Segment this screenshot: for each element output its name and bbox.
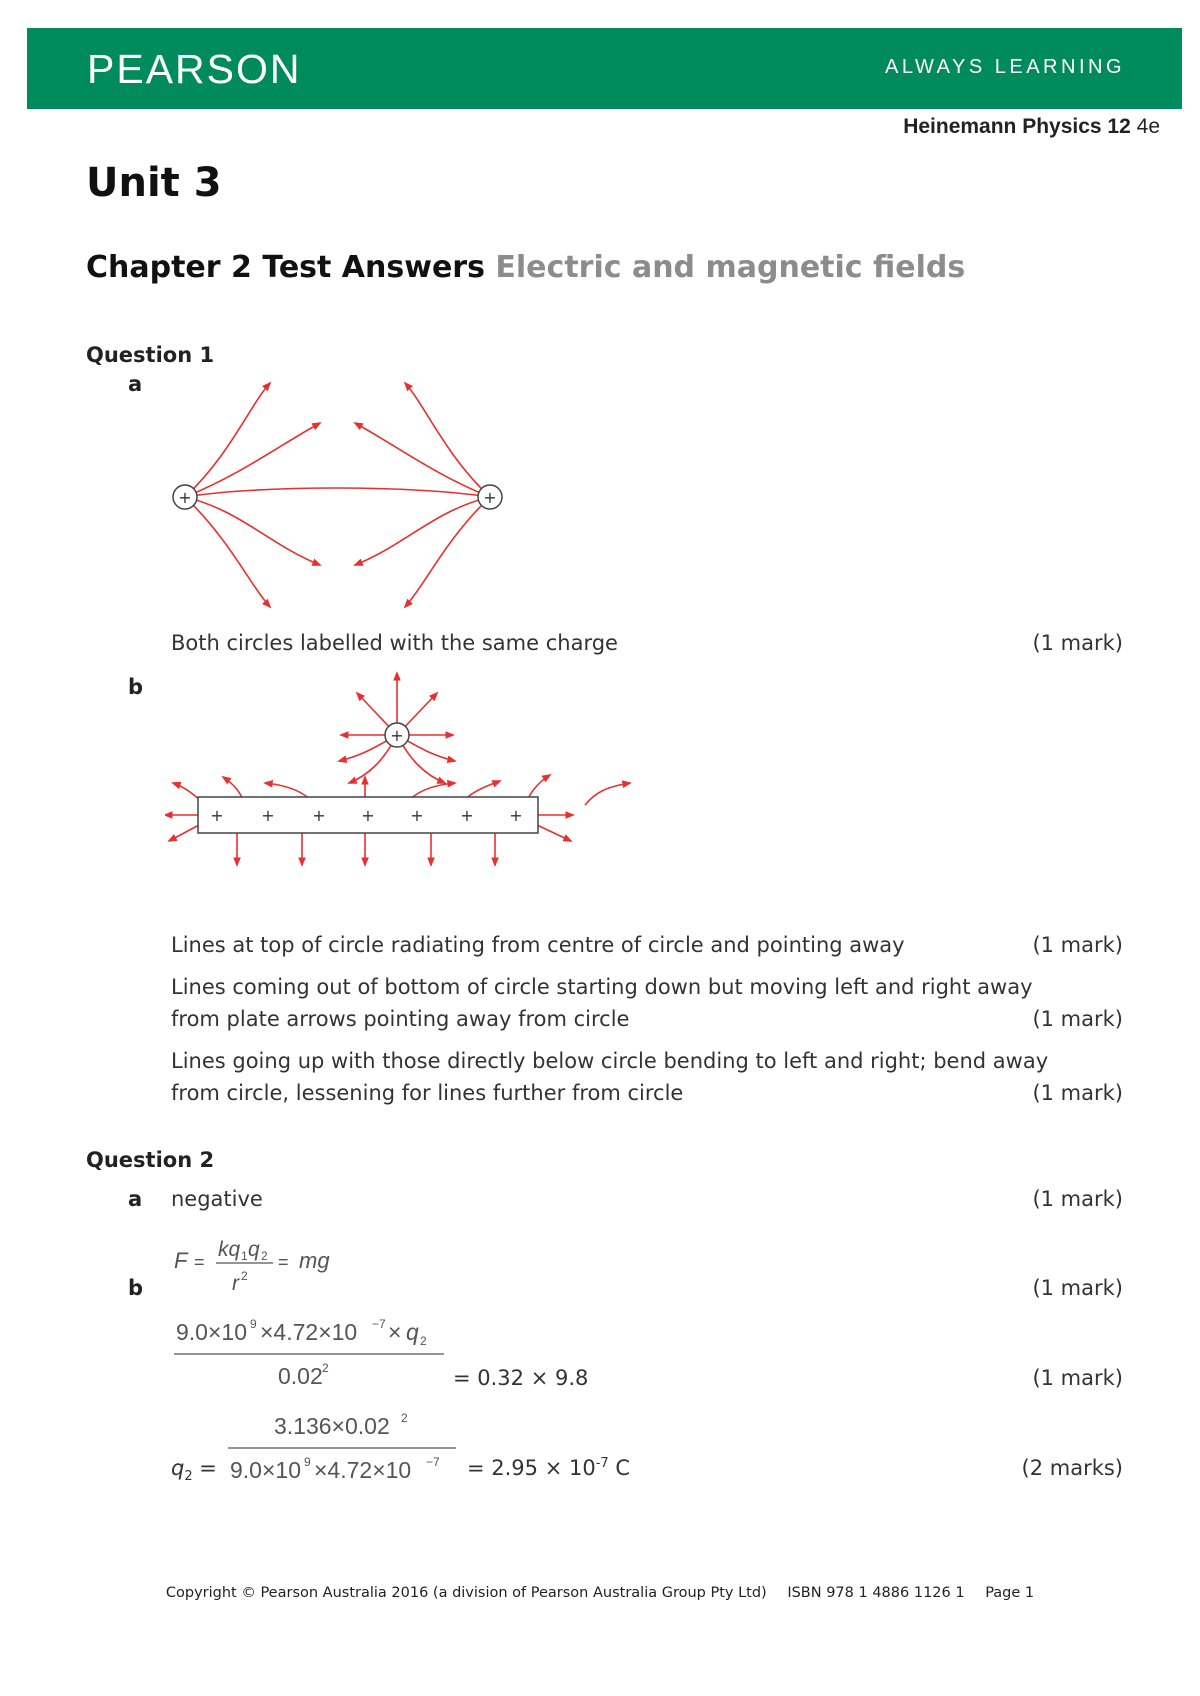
plate-charge: + [410, 806, 424, 825]
unit-title: Unit 3 [86, 160, 222, 206]
footer [0, 1585, 1200, 1601]
charge-sign-right: + [483, 488, 497, 507]
q2b-result-3-exponent: -7 [595, 1456, 609, 1471]
svg-text:q: q [248, 1238, 260, 1261]
chapter-subtitle: Electric and magnetic fields [495, 250, 966, 285]
field-line [355, 423, 490, 497]
svg-text:kq: kq [218, 1238, 241, 1261]
question-2-heading: Question 2 [86, 1148, 215, 1172]
q1b-marks-2: (1 mark) [1032, 1007, 1123, 1031]
svg-text:=: = [194, 1252, 205, 1272]
svg-text:×4.72×10: ×4.72×10 [260, 1319, 358, 1345]
q2-symbol-letter: q [171, 1456, 185, 1480]
footer-isbn: ISBN 978 1 4886 1126 1 [787, 1585, 965, 1601]
svg-text:F: F [174, 1248, 188, 1273]
footer-copyright: Copyright © Pearson Australia 2016 (a division of Pearson Australia Group Pty Ltd) [165, 1585, 767, 1601]
field-line [537, 825, 571, 841]
question-1b-letter: b [128, 675, 144, 699]
q2b-result-2: = 0.32 × 9.8 [453, 1366, 589, 1390]
svg-text:0.02: 0.02 [278, 1363, 323, 1389]
q1b-answer-2-line-2: from plate arrows pointing away from circle [171, 1007, 630, 1031]
svg-text:9.0×10: 9.0×10 [176, 1319, 247, 1345]
svg-text:3.136×0.02: 3.136×0.02 [274, 1413, 390, 1439]
q1b-answer-2-line-1: Lines coming out of bottom of circle starting down but moving left and right away [171, 975, 1033, 999]
field-line [185, 497, 320, 565]
svg-text:r: r [232, 1272, 239, 1295]
q2a-marks: (1 mark) [1032, 1187, 1123, 1211]
plate-charge: + [261, 806, 275, 825]
plate-charge: + [312, 806, 326, 825]
q1b-answer-3-line-2: from circle, lessening for lines further from circle [171, 1081, 684, 1105]
svg-text:1: 1 [241, 1249, 248, 1263]
svg-text:2: 2 [261, 1249, 268, 1263]
plate-charge: + [361, 806, 375, 825]
q1b-answer-3-line-1: Lines going up with those directly below circle bending to left and right; bend away [171, 1049, 1049, 1073]
substitution-equation [172, 1312, 452, 1392]
question-2b-letter: b [128, 1276, 144, 1300]
two-charges-field-diagram [160, 375, 520, 615]
svg-text:×: × [388, 1319, 402, 1345]
book-edition: 4e [1136, 115, 1160, 138]
q2a-answer: negative [171, 1187, 263, 1211]
plate-charge: + [509, 806, 523, 825]
svg-text:−7: −7 [372, 1317, 386, 1331]
field-line [355, 497, 490, 565]
pearson-logo: PEARSON [87, 46, 302, 92]
charge-and-plate-field-diagram [165, 665, 635, 905]
svg-text:2: 2 [401, 1411, 408, 1425]
charge-sign-left: + [178, 488, 192, 507]
field-line [185, 488, 490, 497]
book-title-text: Heinemann Physics 12 [903, 115, 1131, 138]
svg-text:×4.72×10: ×4.72×10 [314, 1457, 412, 1483]
q1b-marks-3: (1 mark) [1032, 1081, 1123, 1105]
svg-text:2: 2 [241, 1269, 248, 1283]
question-1a-letter: a [128, 372, 143, 396]
tagline: ALWAYS LEARNING [885, 56, 1125, 78]
q2-symbol-subscript: 2 [184, 1469, 193, 1485]
svg-text:9: 9 [250, 1317, 257, 1331]
field-line [185, 383, 270, 497]
q1a-answer: Both circles labelled with the same charge [171, 631, 618, 655]
svg-text:2: 2 [420, 1334, 427, 1348]
field-line [405, 383, 490, 497]
plate-charge: + [460, 806, 474, 825]
svg-text:2: 2 [322, 1361, 329, 1375]
svg-text:9: 9 [304, 1455, 311, 1469]
svg-text:mg: mg [299, 1248, 330, 1273]
chapter-heading [86, 250, 965, 285]
q1a-marks: (1 mark) [1032, 631, 1123, 655]
q2b-result-3-value: = 2.95 × 10 [467, 1456, 596, 1480]
field-line [585, 783, 630, 805]
svg-text:=: = [278, 1252, 289, 1272]
svg-text:−7: −7 [426, 1455, 440, 1469]
header-banner [27, 28, 1182, 109]
footer-page-number: Page 1 [985, 1585, 1035, 1601]
question-2a-letter: a [128, 1187, 143, 1211]
q2b-marks-1: (1 mark) [1032, 1276, 1123, 1300]
field-line [169, 825, 199, 841]
q1b-marks-1: (1 mark) [1032, 933, 1123, 957]
point-charge-sign: + [390, 726, 404, 745]
svg-text:q: q [406, 1319, 419, 1345]
coulomb-gravity-equation [172, 1232, 352, 1302]
book-title [903, 115, 1160, 139]
field-line [185, 423, 320, 497]
question-1-heading: Question 1 [86, 343, 215, 367]
solution-equation [226, 1400, 466, 1490]
plate-charge: + [210, 806, 224, 825]
svg-text:9.0×10: 9.0×10 [230, 1457, 301, 1483]
q2b-result-3-unit: C [615, 1456, 631, 1480]
q2b-marks-3: (2 marks) [1021, 1456, 1123, 1480]
chapter-title: Chapter 2 Test Answers [86, 250, 485, 285]
q1b-answer-1: Lines at top of circle radiating from centre of circle and pointing away [171, 933, 905, 957]
q2b-result-3 [467, 1456, 630, 1480]
q2b-marks-2: (1 mark) [1032, 1366, 1123, 1390]
q2-symbol: $q_2$ = [171, 1456, 217, 1485]
